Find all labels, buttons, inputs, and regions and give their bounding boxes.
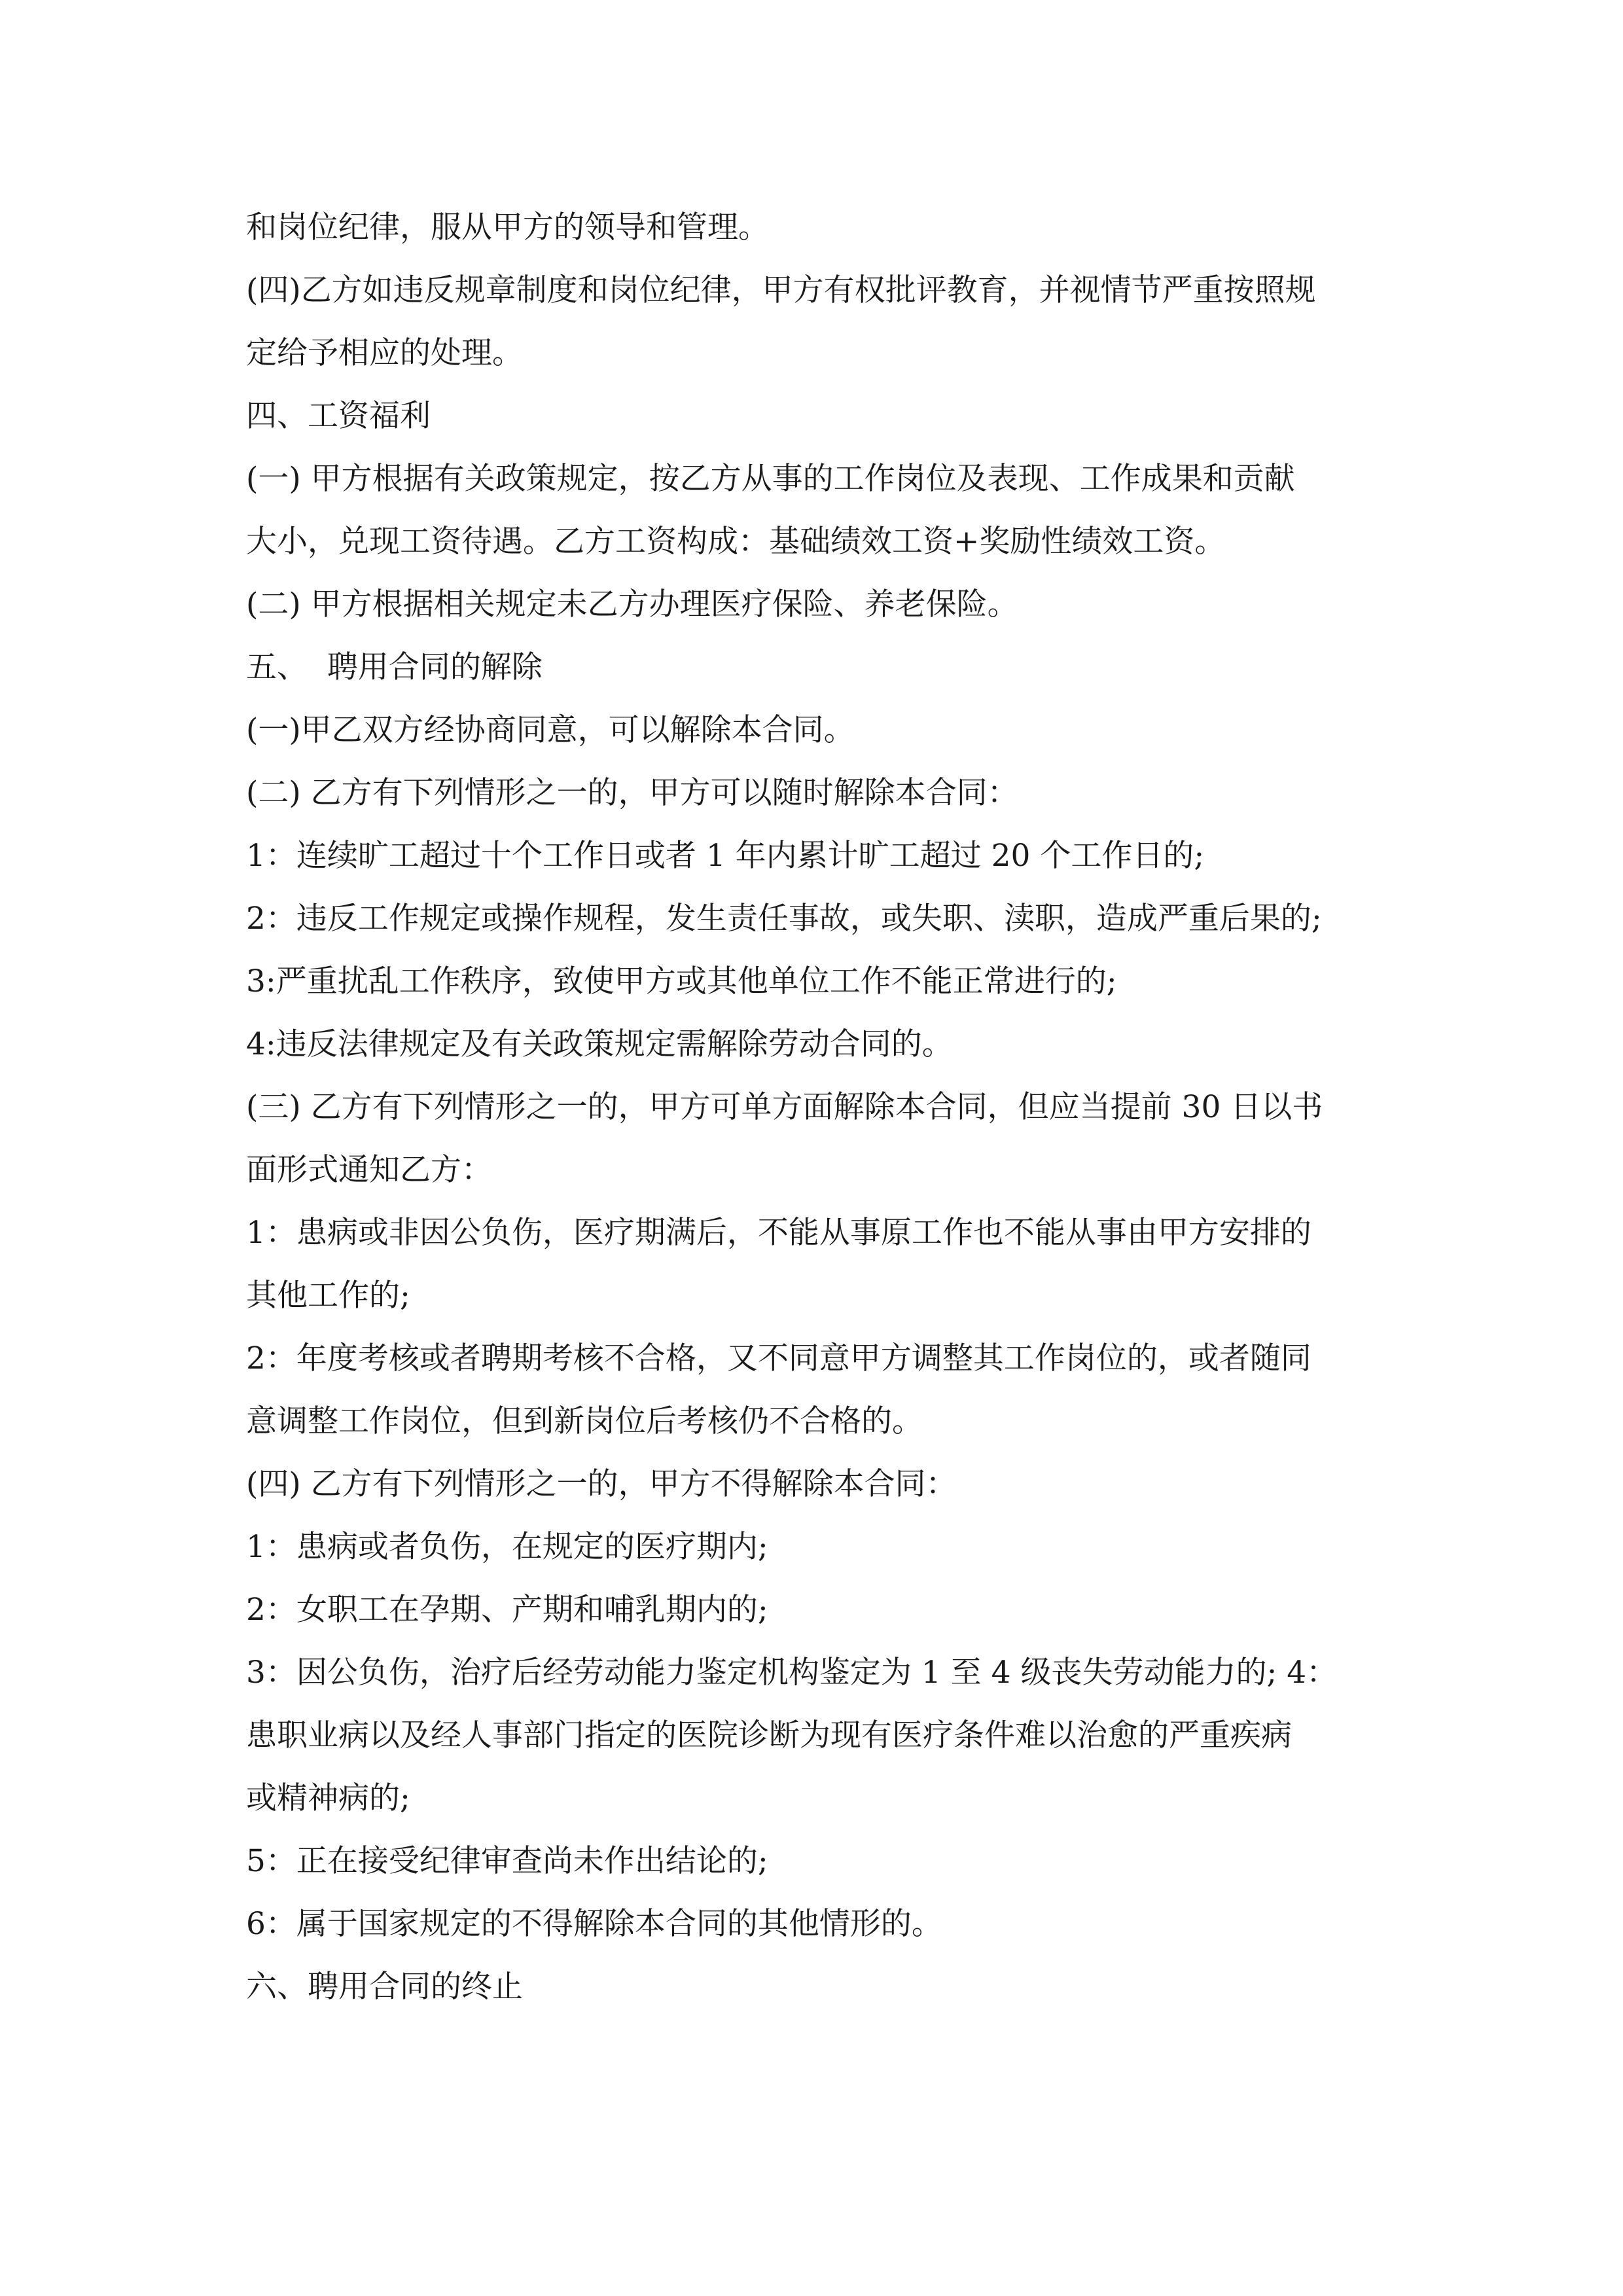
list-item: 6：属于国家规定的不得解除本合同的其他情形的。 [246, 1906, 942, 1942]
list-item: 3：因公负伤，治疗后经劳动能力鉴定机构鉴定为 1 至 4 级丧失劳动能力的; 4： [246, 1655, 1338, 1691]
section-heading: 五、 聘用合同的解除 [246, 649, 543, 685]
section-heading: 六、聘用合同的终止 [246, 1969, 523, 2005]
list-item: 4:违反法律规定及有关政策规定需解除劳动合同的。 [246, 1026, 953, 1062]
list-item: 2：违反工作规定或操作规程，发生责任事故，或失职、渎职，造成严重后果的; [246, 901, 1322, 937]
text-line: (三) 乙方有下列情形之一的，甲方可单方面解除本合同，但应当提前 30 日以书 [246, 1089, 1323, 1125]
text-line: 意调整工作岗位，但到新岗位后考核仍不合格的。 [246, 1403, 923, 1439]
text-line: 面形式通知乙方： [246, 1152, 492, 1188]
document-body [246, 196, 1398, 2018]
section-heading: 四、工资福利 [246, 398, 431, 434]
text-line: (一) 甲方根据有关政策规定，按乙方从事的工作岗位及表现、工作成果和贡献 [246, 461, 1295, 497]
text-line: 定给予相应的处理。 [246, 335, 523, 371]
list-item: 3:严重扰乱工作秩序，致使甲方或其他单位工作不能正常进行的; [246, 963, 1117, 999]
list-item: 5：正在接受纪律审查尚未作出结论的; [246, 1843, 768, 1879]
text-line: (一)甲乙双方经协商同意，可以解除本合同。 [246, 712, 855, 748]
text-line: 或精神病的; [246, 1780, 410, 1816]
list-item: 2：年度考核或者聘期考核不合格，又不同意甲方调整其工作岗位的，或者随同 [246, 1340, 1311, 1376]
list-item: 1：连续旷工超过十个工作日或者 1 年内累计旷工超过 20 个工作日的; [246, 838, 1205, 874]
text-line: 和岗位纪律，服从甲方的领导和管理。 [246, 209, 769, 245]
text-line: 其他工作的; [246, 1278, 410, 1314]
text-line: (四)乙方如违反规章制度和岗位纪律，甲方有权批评教育，并视情节严重按照规 [246, 272, 1316, 308]
text-line: 患职业病以及经人事部门指定的医院诊断为现有医疗条件难以治愈的严重疾病 [246, 1717, 1292, 1753]
text-line: (二) 乙方有下列情形之一的，甲方可以随时解除本合同： [246, 775, 1018, 811]
text-line: 大小，兑现工资待遇。乙方工资构成：基础绩效工资+奖励性绩效工资。 [246, 524, 1226, 560]
list-item: 1：患病或非因公负伤，医疗期满后，不能从事原工作也不能从事由甲方安排的 [246, 1215, 1311, 1251]
list-item: 1：患病或者负伤，在规定的医疗期内; [246, 1529, 768, 1565]
text-line: (四) 乙方有下列情形之一的，甲方不得解除本合同： [246, 1466, 957, 1502]
text-line: (二) 甲方根据相关规定未乙方办理医疗保险、养老保险。 [246, 586, 1018, 622]
list-item: 2：女职工在孕期、产期和哺乳期内的; [246, 1592, 768, 1628]
